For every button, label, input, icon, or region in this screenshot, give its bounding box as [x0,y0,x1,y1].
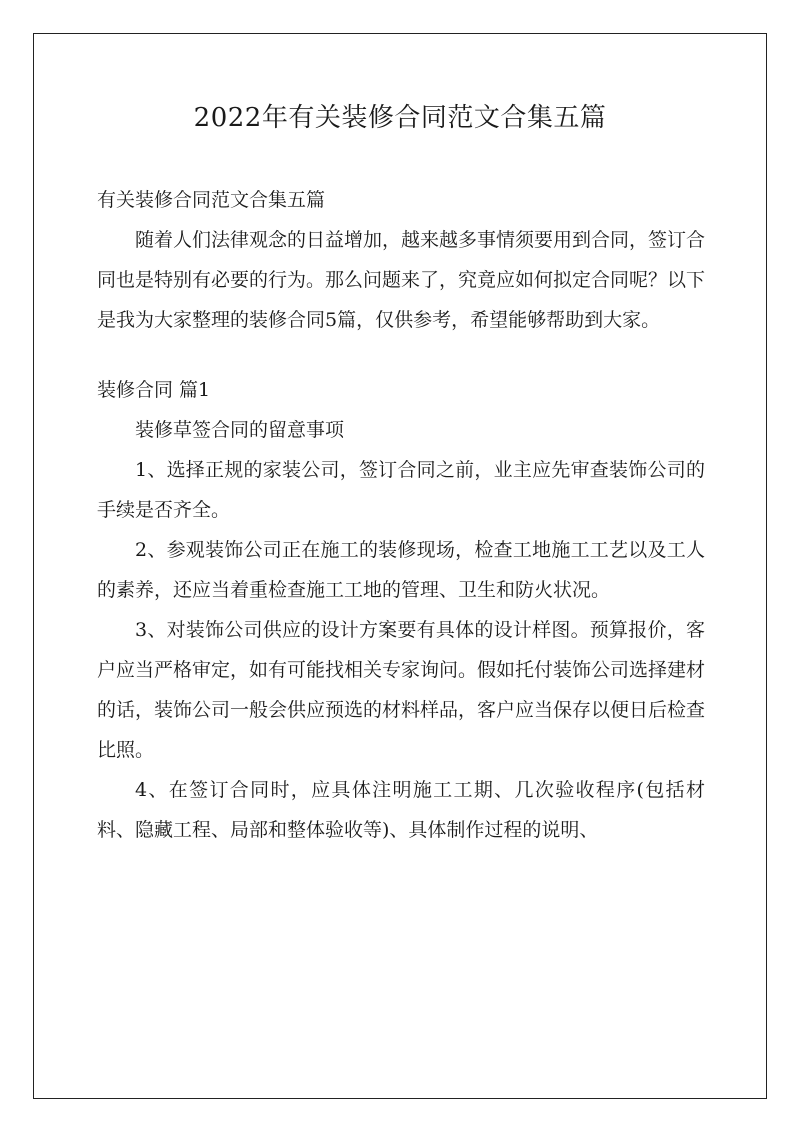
list-item: 3、对装饰公司供应的设计方案要有具体的设计样图。预算报价，客户应当严格审定，如有可能找相关专家询问。假如托付装饰公司选择建材的话，装饰公司一般会供应预选的材料样品，客户应当保存以便日后检查比照。 [97,619,706,761]
intro-paragraph: 随着人们法律观念的日益增加，越来越多事情须要用到合同，签订合同也是特别有必要的行为。那么问题来了，究竟应如何拟定合同呢？以下是我为大家整理的装修合同5篇，仅供参考，希望能够帮助到大家。 [97,229,706,331]
document-title: 2022年有关装修合同范文合集五篇 [193,103,607,133]
list-item: 2、参观装饰公司正在施工的装修现场，检查工地施工工艺以及工人的素养，还应当着重检查施工工地的管理、卫生和防火状况。 [97,539,705,601]
section-heading: 装修合同 篇1 [97,379,211,401]
document-body [97,180,705,850]
section-subheading: 装修草签合同的留意事项 [135,419,345,441]
list-item: 1、选择正规的家装公司，签订合同之前，业主应先审查装饰公司的手续是否齐全。 [97,459,705,521]
paragraph-gap [97,340,705,370]
document-subtitle: 有关装修合同范文合集五篇 [97,189,326,211]
list-item: 4、在签订合同时，应具体注明施工工期、几次验收程序(包括材料、隐藏工程、局部和整体验收等)、具体制作过程的说明、 [97,779,705,841]
